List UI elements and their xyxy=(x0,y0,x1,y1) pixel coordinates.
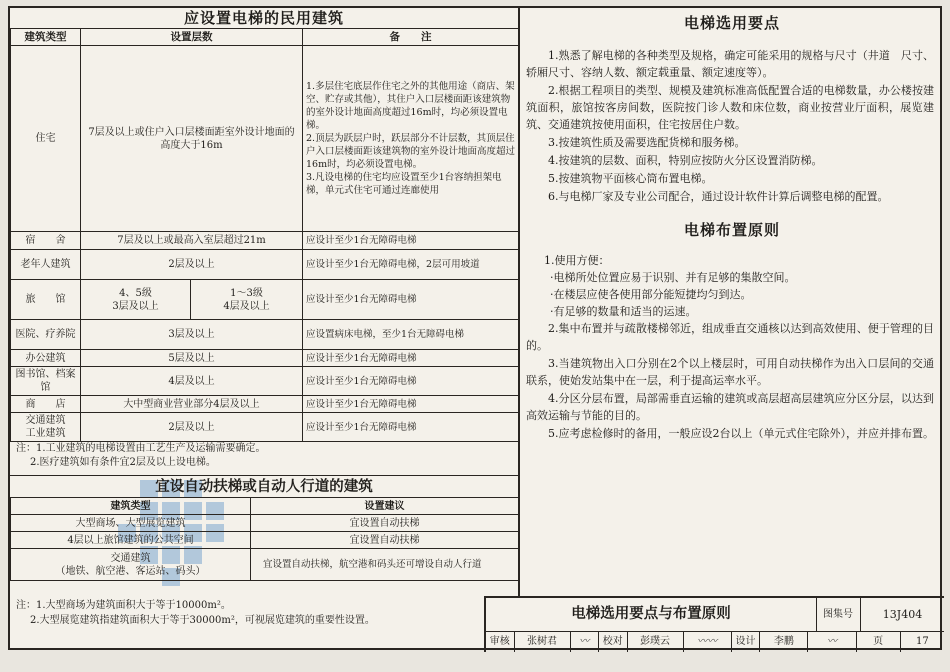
row-type: 住宅 xyxy=(11,46,81,232)
page-number: 17 xyxy=(916,636,929,647)
row-notes: 应设计至少1台无障碍电梯，2层可用坡道 xyxy=(303,250,519,280)
drawing-sheet xyxy=(8,6,942,650)
checker-name: 彭璞云 xyxy=(628,631,684,652)
row-floors: 2层及以上 xyxy=(81,413,303,442)
col-advice: 设置建议 xyxy=(251,498,519,515)
sheet-title: 电梯选用要点与布置原则 xyxy=(486,598,817,632)
atlas-no-label: 图集号 xyxy=(816,598,861,632)
row-type: 商 店 xyxy=(11,396,81,413)
elevator-requirement-table xyxy=(10,28,519,442)
design-label: 设计 xyxy=(732,631,761,652)
review-label: 审核 xyxy=(486,631,515,652)
col-floors: 设置层数 xyxy=(81,29,303,46)
row-floors: 7层及以上或住户入口层楼面距室外设计地面的高度大于16m xyxy=(81,46,303,232)
row-floors: 3层及以上 xyxy=(81,320,303,350)
reviewer-signature-icon: 〰 xyxy=(571,631,600,652)
row-advice: 宜设置自动扶梯，航空港和码头还可增设自动人行道 xyxy=(251,549,519,581)
layout-bullet: ·有足够的数量和适当的运速。 xyxy=(550,305,697,318)
layout-para: 4.分区分层布置，局部需垂直运输的建筑或高层超高层建筑应分区分层，以达到高效运输与节能的目的。 xyxy=(526,392,934,422)
selection-para: 5.按建筑物平面核心筒布置电梯。 xyxy=(548,172,713,185)
selection-title: 电梯选用要点 xyxy=(683,14,780,32)
selection-para: 4.按建筑的层数、面积，特别应按防火分区设置消防梯。 xyxy=(548,154,823,167)
row-floors: 7层及以上或最高入室层超过21m xyxy=(81,232,303,250)
table1-title: 应设置电梯的民用建筑 xyxy=(10,8,518,29)
row-type: 老年人建筑 xyxy=(11,250,81,280)
row-type: 旅 馆 xyxy=(11,280,81,320)
row-floors: 2层及以上 xyxy=(81,250,303,280)
layout-para: 3.当建筑物出入口分别在2个以上楼层时，可用自动扶梯作为出入口层间的交通联系，使始发站集中在一层，利于提高运率水平。 xyxy=(526,357,934,387)
col-building-type: 建筑类型 xyxy=(11,498,251,515)
designer-signature-icon: 〰 xyxy=(808,631,856,652)
selection-para: 3.按建筑性质及需要选配货梯和服务梯。 xyxy=(548,136,746,149)
row-advice: 宜设置自动扶梯 xyxy=(251,515,519,532)
selection-para: 2.根据工程项目的类型、规模及建筑标准高低配置合适的电梯数量，办公楼按建筑面积，旅馆按客房间数，医院按门诊人数和床位数，商业按营业厅面积，展览建筑、交通建筑按使用面积，住宅按居住户数。 xyxy=(526,84,934,131)
row-notes: 应设计至少1台无障碍电梯 xyxy=(303,280,519,320)
row-notes: 1.多层住宅底层作住宅之外的其他用途（商店、架空、贮存或其他），其住户入口层楼面距该建筑物的室外设计地面高度超过16m时，均必须设置电梯。 2.顶层为跃层户时，跃层部分不计层数，其顶层住户入口层楼面距该建筑物的室外设计地面高度超过16m时，均必须设置电梯。 3.凡设电梯的住宅均应设置至少1台容纳担架电梯，单元式住宅可通过连廊使用 xyxy=(303,46,519,232)
row-notes: 应设计至少1台无障碍电梯 xyxy=(303,350,519,367)
row-advice: 宜设置自动扶梯 xyxy=(251,532,519,549)
selection-para: 1.熟悉了解电梯的各种类型及规格，确定可能采用的规格与尺寸（井道 尺寸、轿厢尺寸、容纳人数、额定载重量、额定速度等）。 xyxy=(526,49,934,79)
designer-name: 李鹏 xyxy=(760,631,808,652)
row-notes: 应设计至少1台无障碍电梯 xyxy=(303,232,519,250)
row-type: 交通建筑 （地铁、航空港、客运站、码头） xyxy=(11,549,251,581)
column-divider xyxy=(518,8,520,596)
row-type: 大型商场、大型展览建筑 xyxy=(11,515,251,532)
page-label: 页 xyxy=(857,631,901,652)
row-floors-a: 4、5级 3层及以上 xyxy=(81,280,191,320)
layout-para: 2.集中布置并与疏散楼梯邻近，组成垂直交通核以达到高效使用、便于管理的目的。 xyxy=(526,322,934,352)
row-type: 宿 舍 xyxy=(11,232,81,250)
row-notes: 应设计至少1台无障碍电梯 xyxy=(303,396,519,413)
row-floors: 5层及以上 xyxy=(81,350,303,367)
row-notes: 应设计至少1台无障碍电梯 xyxy=(303,367,519,396)
row-notes: 应设置病床电梯，至少1台无障碍电梯 xyxy=(303,320,519,350)
row-notes: 应设计至少1台无障碍电梯 xyxy=(303,413,519,442)
selection-para: 6.与电梯厂家及专业公司配合，通过设计软件计算后调整电梯的配置。 xyxy=(548,190,889,203)
table1-footnotes: 注：1.工业建筑的电梯设置由工艺生产及运输需要确定。 2.医疗建筑如有条件宜2层及以上设电梯。 xyxy=(16,443,266,468)
row-floors: 大中型商业营业部分4层及以上 xyxy=(81,396,303,413)
reviewer-name: 张树君 xyxy=(515,631,571,652)
title-block xyxy=(484,596,944,652)
col-building-type: 建筑类型 xyxy=(11,29,81,46)
escalator-table xyxy=(10,497,519,581)
atlas-no-value: 13J404 xyxy=(861,598,944,632)
row-type: 图书馆、档案馆 xyxy=(11,367,81,396)
table2-title: 宜设自动扶梯或自动人行道的建筑 xyxy=(10,475,518,498)
right-column xyxy=(522,8,942,442)
row-type: 办公建筑 xyxy=(11,350,81,367)
row-type: 交通建筑 工业建筑 xyxy=(11,413,81,442)
layout-para: 1.使用方便： xyxy=(544,254,610,267)
layout-para: 5.应考虑检修时的备用，一般应设2台以上（单元式住宅除外），并应并排布置。 xyxy=(548,427,934,440)
check-label: 校对 xyxy=(599,631,628,652)
table2-footnotes: 注：1.大型商场为建筑面积大于等于10000m²。 2.大型展览建筑指建筑面积大于等于30000m²，可视展览建筑的重要性设置。 xyxy=(16,600,375,626)
signature-row xyxy=(486,631,944,652)
layout-bullet: ·在楼层应使各使用部分能短捷均匀到达。 xyxy=(550,288,752,301)
layout-title: 电梯布置原则 xyxy=(683,221,780,239)
row-type: 4层以上旅馆建筑的公共空间 xyxy=(11,532,251,549)
checker-signature-icon: 〰〰 xyxy=(684,631,732,652)
row-floors: 4层及以上 xyxy=(81,367,303,396)
row-type: 医院、疗养院 xyxy=(11,320,81,350)
row-floors-b: 1～3级 4层及以上 xyxy=(191,280,303,320)
col-notes: 备 注 xyxy=(303,29,519,46)
layout-bullet: ·电梯所处位置应易于识别、并有足够的集散空间。 xyxy=(550,271,796,284)
